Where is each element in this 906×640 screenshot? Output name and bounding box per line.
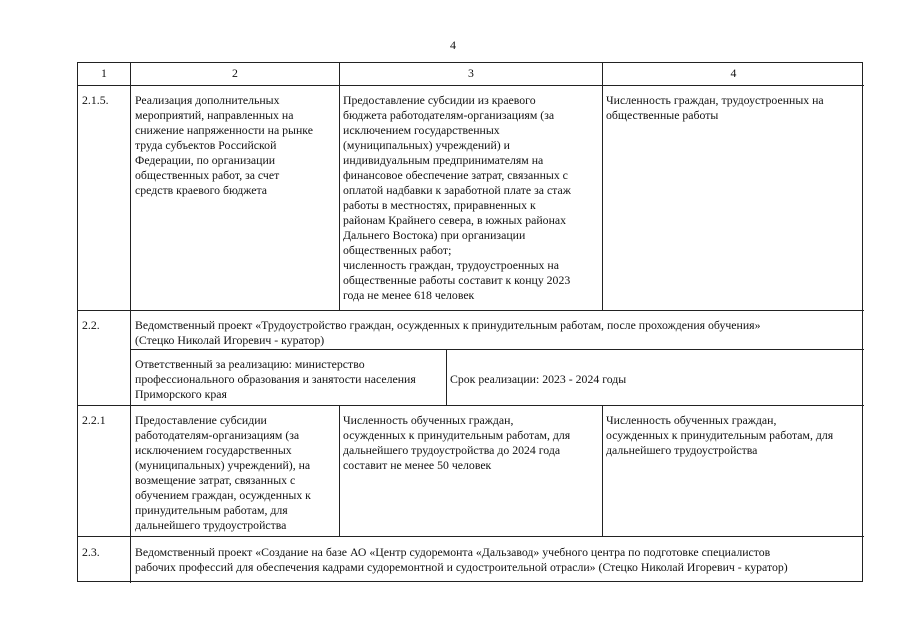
row-divider — [78, 310, 864, 311]
measure-indicator: Численность граждан, трудоустроенных на общественные работы — [606, 93, 824, 122]
measure-indicator: Численность обученных граждан, осужденных к принудительным работам, для дальнейшего трудоустройства — [606, 413, 834, 457]
column-divider — [602, 405, 603, 536]
row-divider — [78, 85, 864, 86]
project-title: Ведомственный проект «Создание на базе АО «Центр судоремонта «Дальзавод» учебного центра по подготовке специалистов рабочих профессий для обеспечения кадрами судоремонтной и судостроительной отрасли» (Стецко Николай Игоревич - куратор) — [135, 545, 788, 574]
header-col-4: 4 — [730, 66, 737, 80]
implementation-term: Срок реализации: 2023 - 2024 годы — [450, 372, 627, 386]
header-col-2: 2 — [232, 66, 238, 80]
column-divider — [339, 63, 340, 310]
column-divider — [339, 405, 340, 536]
page-number: 4 — [450, 38, 456, 52]
column-divider — [446, 349, 447, 405]
row-number: 2.3. — [82, 545, 100, 559]
column-divider — [130, 63, 131, 583]
measure-name: Предоставление субсидии работодателям-организациям (за исключением государственных (муниципальных) учреждений), на возмещение затрат, связанных с обучением граждан, осужденных к принудительным работам, для дальнейшего трудоустройства — [135, 413, 311, 532]
header-col-1: 1 — [101, 66, 107, 80]
row-divider — [130, 349, 864, 350]
measure-description: Численность обученных граждан, осужденных к принудительным работам, для дальнейшего трудоустройства до 2024 года составит не менее 50 человек — [343, 413, 571, 472]
row-number: 2.2.1 — [82, 413, 106, 427]
measure-description: Предоставление субсидии из краевого бюджета работодателям-организациям (за исключением государственных (муниципальных) учреждений) и индивидуальным предпринимателям на финансовое обеспечение затрат, связанных с оплатой надбавки к заработной плате за стаж работы в местностях, приравненных к районам Крайнего севера, в южных районах Дальнего Востока) при организации общественных работ; численность граждан, трудоустроенных на общественные работы составит к концу 2023 года не менее 618 человек — [343, 93, 571, 302]
row-divider — [78, 536, 864, 537]
measure-name: Реализация дополнительных мероприятий, направленных на снижение напряженности на рынке труда субъектов Российской Федерации, по организации общественных работ, за счет средств краевого бюджета — [135, 93, 313, 197]
responsible-executor: Ответственный за реализацию: министерство профессионального образования и занятости населения Приморского края — [135, 357, 416, 401]
row-number: 2.2. — [82, 318, 100, 332]
project-title: Ведомственный проект «Трудоустройство граждан, осужденных к принудительным работам, после прохождения обучения» (Стецко Николай Игоревич - куратор) — [135, 318, 761, 347]
row-number: 2.1.5. — [82, 93, 109, 107]
row-divider — [78, 405, 864, 406]
column-divider — [602, 63, 603, 310]
measures-table — [77, 62, 863, 582]
header-col-3: 3 — [468, 66, 474, 80]
